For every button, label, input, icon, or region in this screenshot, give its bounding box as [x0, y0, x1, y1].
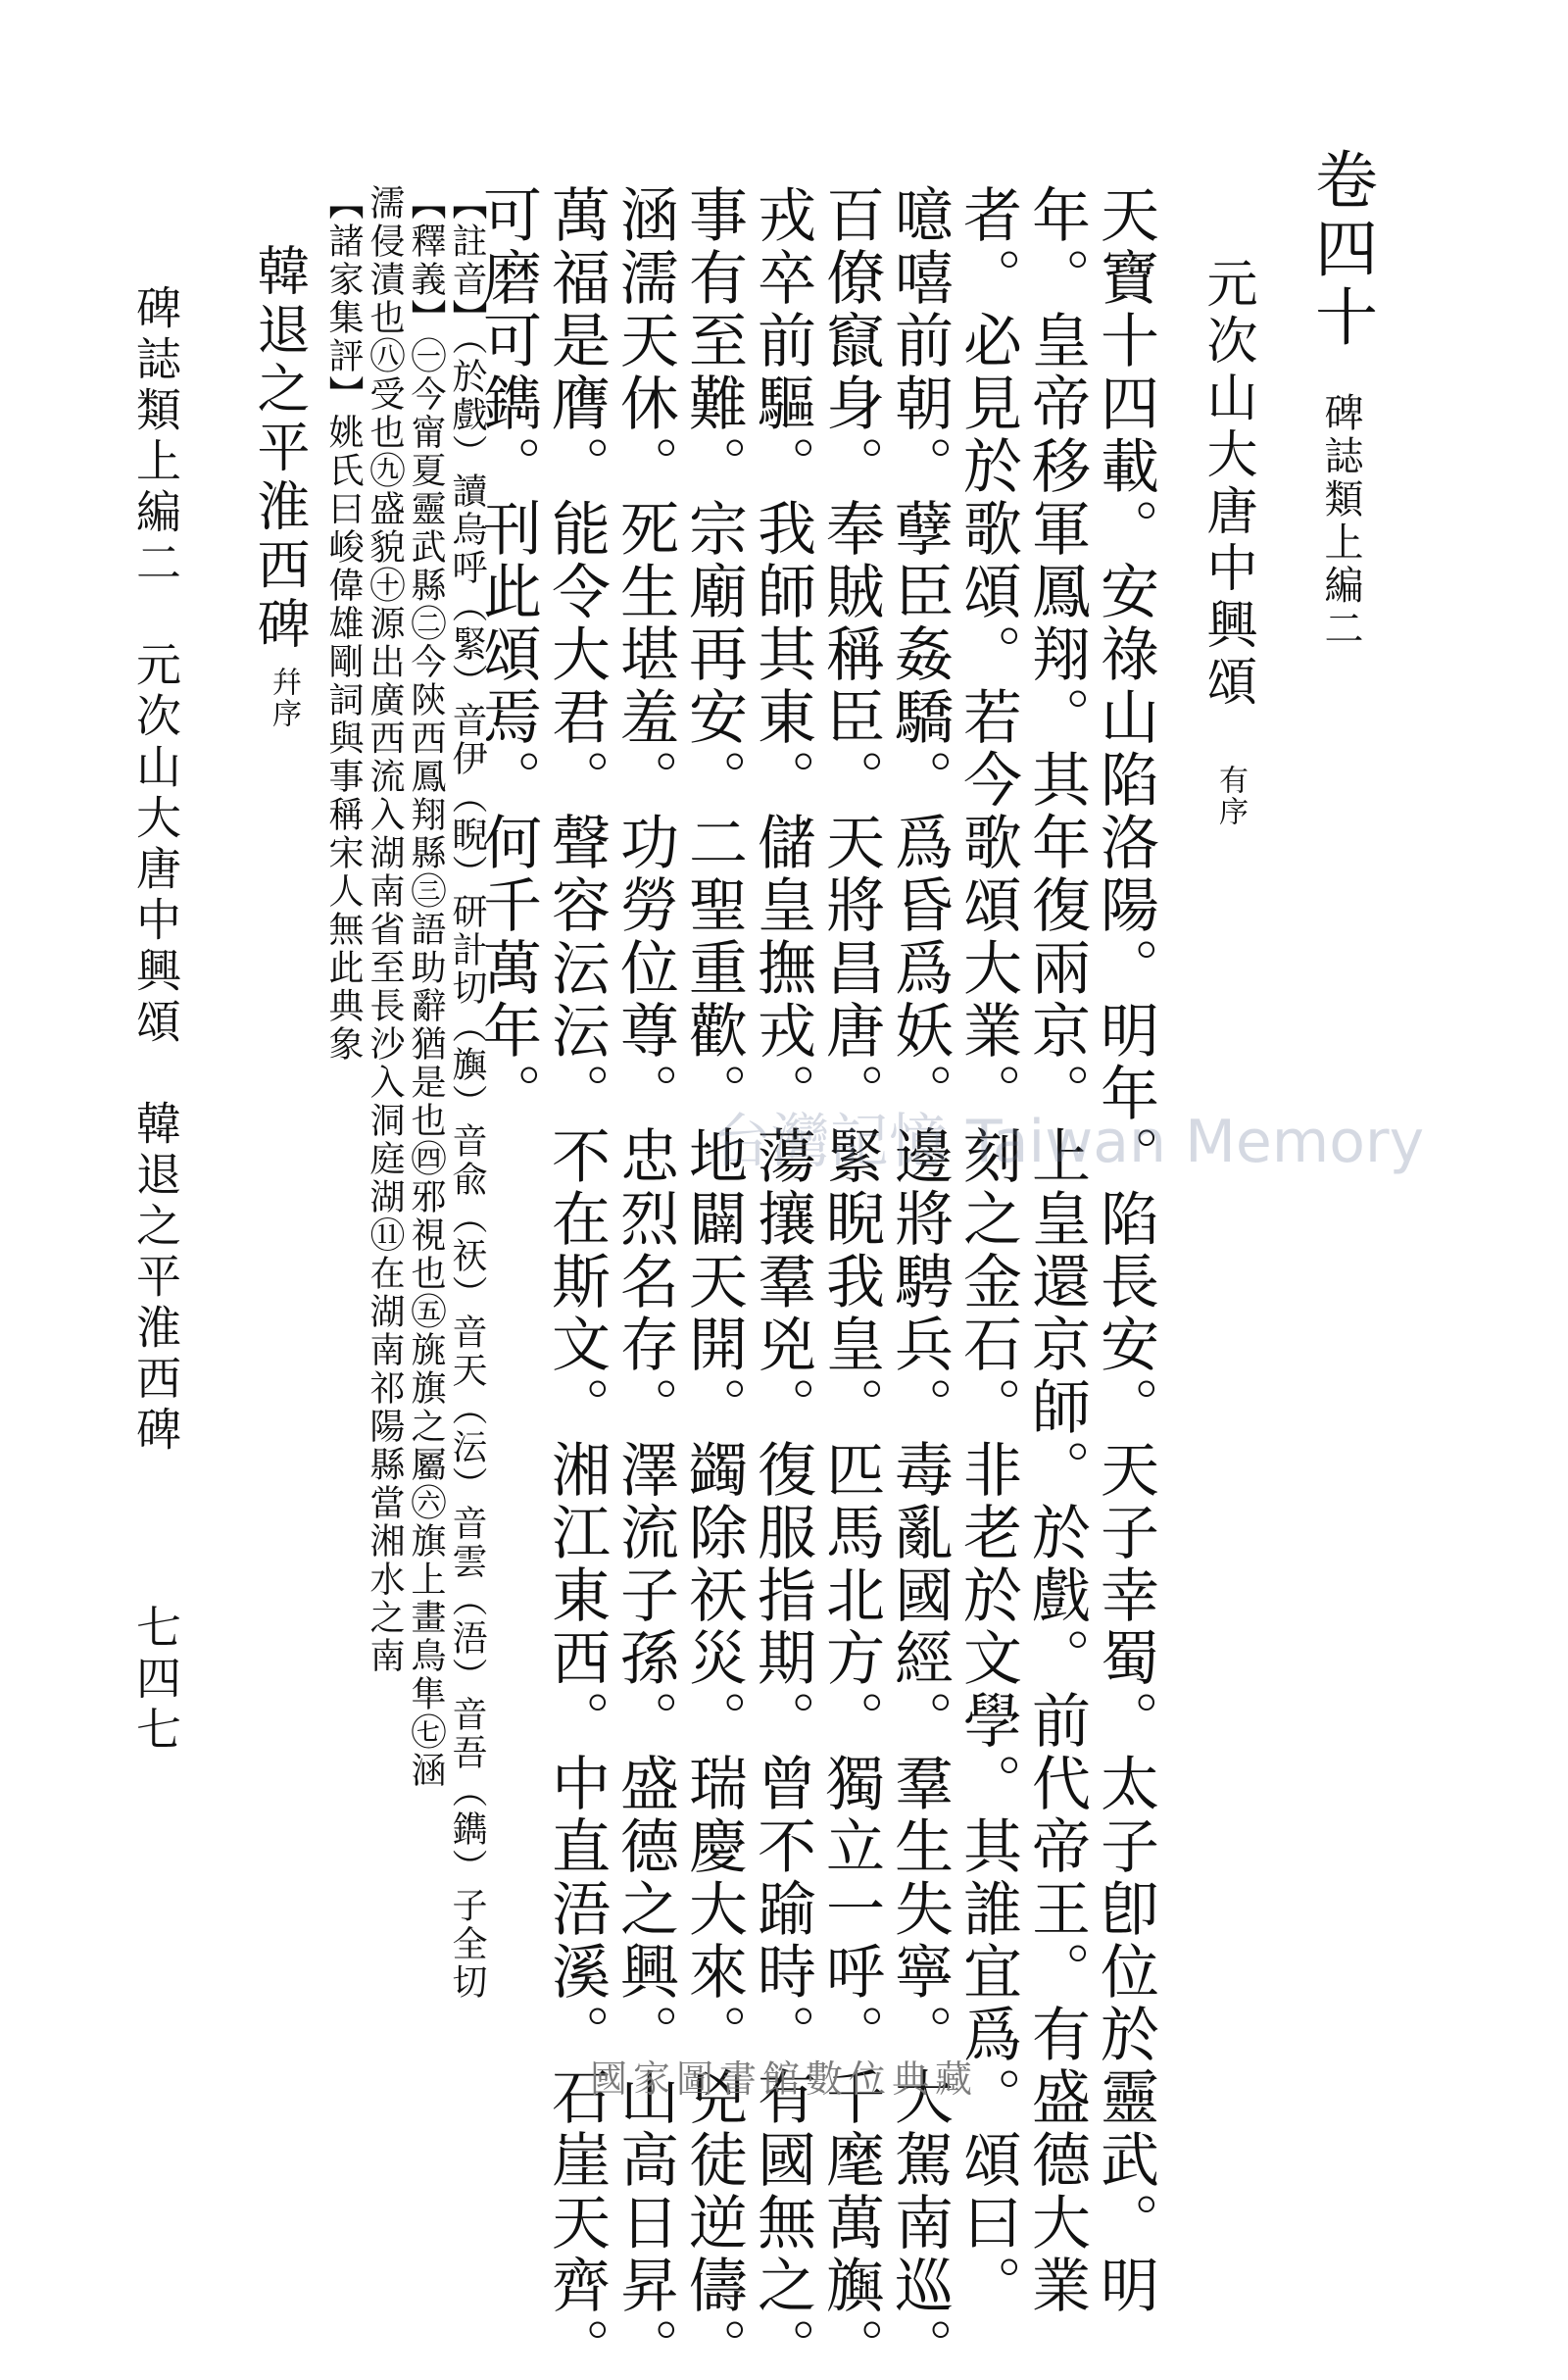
text-line: 百僚竄身。奉賊稱臣。天將昌唐。緊睨我皇。匹馬北方。獨立一呼。千麾萬旟。	[816, 184, 885, 2380]
page-number: 七四七	[129, 1604, 182, 1757]
text-line: 可磨可鐫。刊此頌焉。何千萬年。	[473, 184, 542, 1125]
article-title-1-note: 有序	[1213, 765, 1248, 827]
article-title-2: 韓退之平淮西碑	[249, 243, 311, 655]
note-line-commentary: 【諸家集評】姚氏曰峻偉雄剛詞與事稱宋人無此典象	[323, 184, 364, 1064]
article-title-2-note: 幷序	[267, 667, 301, 729]
text-line: 天寶十四載。安祿山陷洛陽。明年。陷長安。天子幸蜀。太子卽位於靈武。明	[1091, 184, 1159, 2317]
note-line-glosses-cont: 濡侵漬也㊇受也㊈盛貌㊉源出廣西流入湖南省至長沙入洞庭湖⑪在湖南祁陽縣當湘水之南	[365, 184, 405, 1675]
text-line: 噫嘻前朝。孽臣姦驕。爲昏爲妖。邊將騁兵。毒亂國經。羣生失寧。大駕南巡。	[885, 184, 954, 2380]
note-line-glosses: 【釋義】㊀今甯夏靈武縣㊁今陝西鳳翔縣㊂語助辭猶是也㊃邪視也㊄旐旗之屬㊅旗上畫鳥隼㊆涵	[406, 184, 446, 1790]
taiwan-memory-watermark	[711, 1078, 1425, 1225]
text-line: 戎卒前驅。我師其東。儲皇撫戎。蕩攘羣兇。復服指期。曾不踰時。有國無之。	[748, 184, 816, 2380]
running-head: 碑誌類上編二 元次山大唐中興頌 韓退之平淮西碑	[129, 284, 182, 1457]
text-line: 涵濡天休。死生堪羞。功勞位尊。忠烈名存。澤流子孫。盛德之興。山高日昇。	[611, 184, 679, 2380]
text-line: 者。必見於歌頌。若今歌頌大業。刻之金石。非老於文學。其誰宜爲。頌曰。	[954, 184, 1022, 2317]
article-title-1: 元次山大唐中興頌	[1198, 257, 1256, 712]
volume-heading: 卷四十	[1304, 147, 1377, 353]
text-line: 年。皇帝移軍鳳翔。其年復兩京。上皇還京師。於戲。前代帝王。有盛德大業	[1022, 184, 1091, 2317]
note-line-phonetics: 【註音】（於戲）讀烏呼（緊）音伊（睨）研計切（旟）音兪（祆）音天（沄）音雲（浯）音吾（鐫）子全切	[447, 184, 487, 2002]
section-heading: 碑誌類上編二	[1318, 392, 1363, 651]
watermark-text: 台灣記憶 Taiwan Memory	[711, 1108, 1425, 1176]
text-line: 萬福是膺。能令大君。聲容沄沄。不在斯文。湘江東西。中直浯溪。石崖天齊。	[542, 184, 611, 2380]
footer-credit: 國家圖書館數位典藏	[589, 2058, 978, 2101]
text-line: 事有至難。宗廟再安。二聖重歡。地闢天開。蠲除祆災。瑞慶大來。兇徒逆儔。	[679, 184, 748, 2380]
